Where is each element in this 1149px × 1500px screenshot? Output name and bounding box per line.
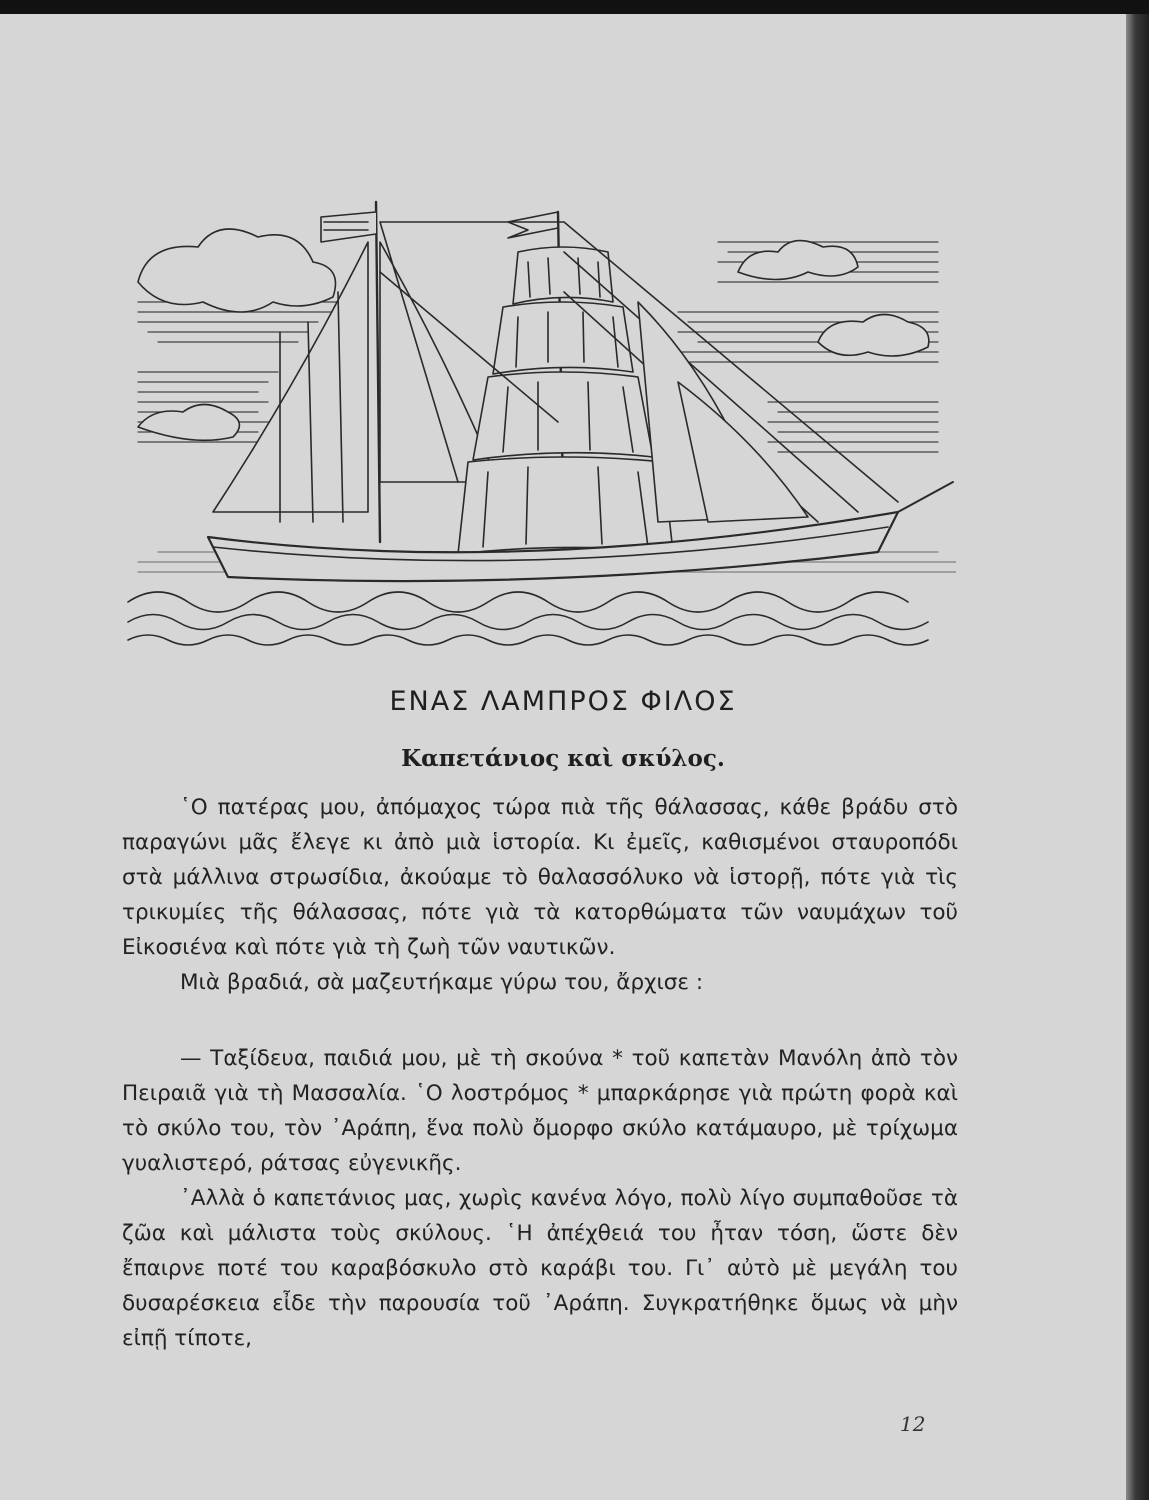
chapter-subtitle: Καπετάνιος καὶ σκύλος. (401, 745, 725, 772)
book-page (0, 14, 1129, 1500)
paragraph: ῾Ο πατέρας μου, ἀπόμαχος τώρα πιὰ τῆς θάλασσας, κάθε βράδυ στὸ παραγώνι μᾶς ἔλεγε κι ἀπὸ μιὰ ἱστορία. Κι ἐμεῖς, καθισμένοι σταυροπόδι στὰ μάλλινα στρωσίδια, ἀκούαμε τὸ θαλασσόλυκο νὰ ἱστορῇ, πότε γιὰ τὶς τρικυμίες τῆς θάλασσας, πότε γιὰ τὰ κατορθώματα τῶν ναυμάχων τοῦ Εἰκοσιένα καὶ πότε γιὰ τὴ ζωὴ τῶν ναυτικῶν. (122, 795, 958, 960)
chapter-title: ΕΝΑΣ ΛΑΜΠΡΟΣ ΦΙΛΟΣ (389, 686, 737, 717)
scan-top-edge (0, 0, 1149, 14)
paragraph: — Ταξίδευα, παιδιά μου, μὲ τὴ σκούνα * τοῦ καπετὰν Μανόλη ἀπὸ τὸν Πειραιᾶ γιὰ τὴ Μασσαλία. ῾Ο λοστρόμος * μπαρκάρησε γιὰ πρώτη φορὰ καὶ τὸ σκύλο του, τὸν ᾿Αράπη, ἕνα πολὺ ὄμορφο σκύλο κατάμαυρο, μὲ τρίχωμα γυαλιστερό, ράτσας εὐγενικῆς. (122, 1046, 958, 1176)
intro-text (122, 790, 958, 1000)
book-edge (1126, 14, 1149, 1500)
paragraph: ᾿Αλλὰ ὁ καπετάνιος μας, χωρὶς κανένα λόγο, πολὺ λίγο συμπαθοῦσε τὰ ζῶα καὶ μάλιστα τοὺς σκύλους. ῾Η ἀπέχθειά του ἦταν τόση, ὥστε δὲν ἔπαιρνε ποτέ του καραβόσκυλο στὸ καράβι του. Γι᾿ αὐτὸ μὲ μεγάλη του δυσαρέσκεια εἶδε τὴν παρουσία τοῦ ᾿Αράπη. Συγκρατήθηκε ὅμως νὰ μὴν εἰπῇ τίποτε, (122, 1186, 958, 1351)
sailing-ship-illustration (118, 182, 956, 652)
paragraph: Μιὰ βραδιά, σὰ μαζευτήκαμε γύρω του, ἄρχισε : (180, 970, 704, 995)
page-number: 12 (900, 1412, 926, 1436)
story-text (122, 1041, 958, 1356)
